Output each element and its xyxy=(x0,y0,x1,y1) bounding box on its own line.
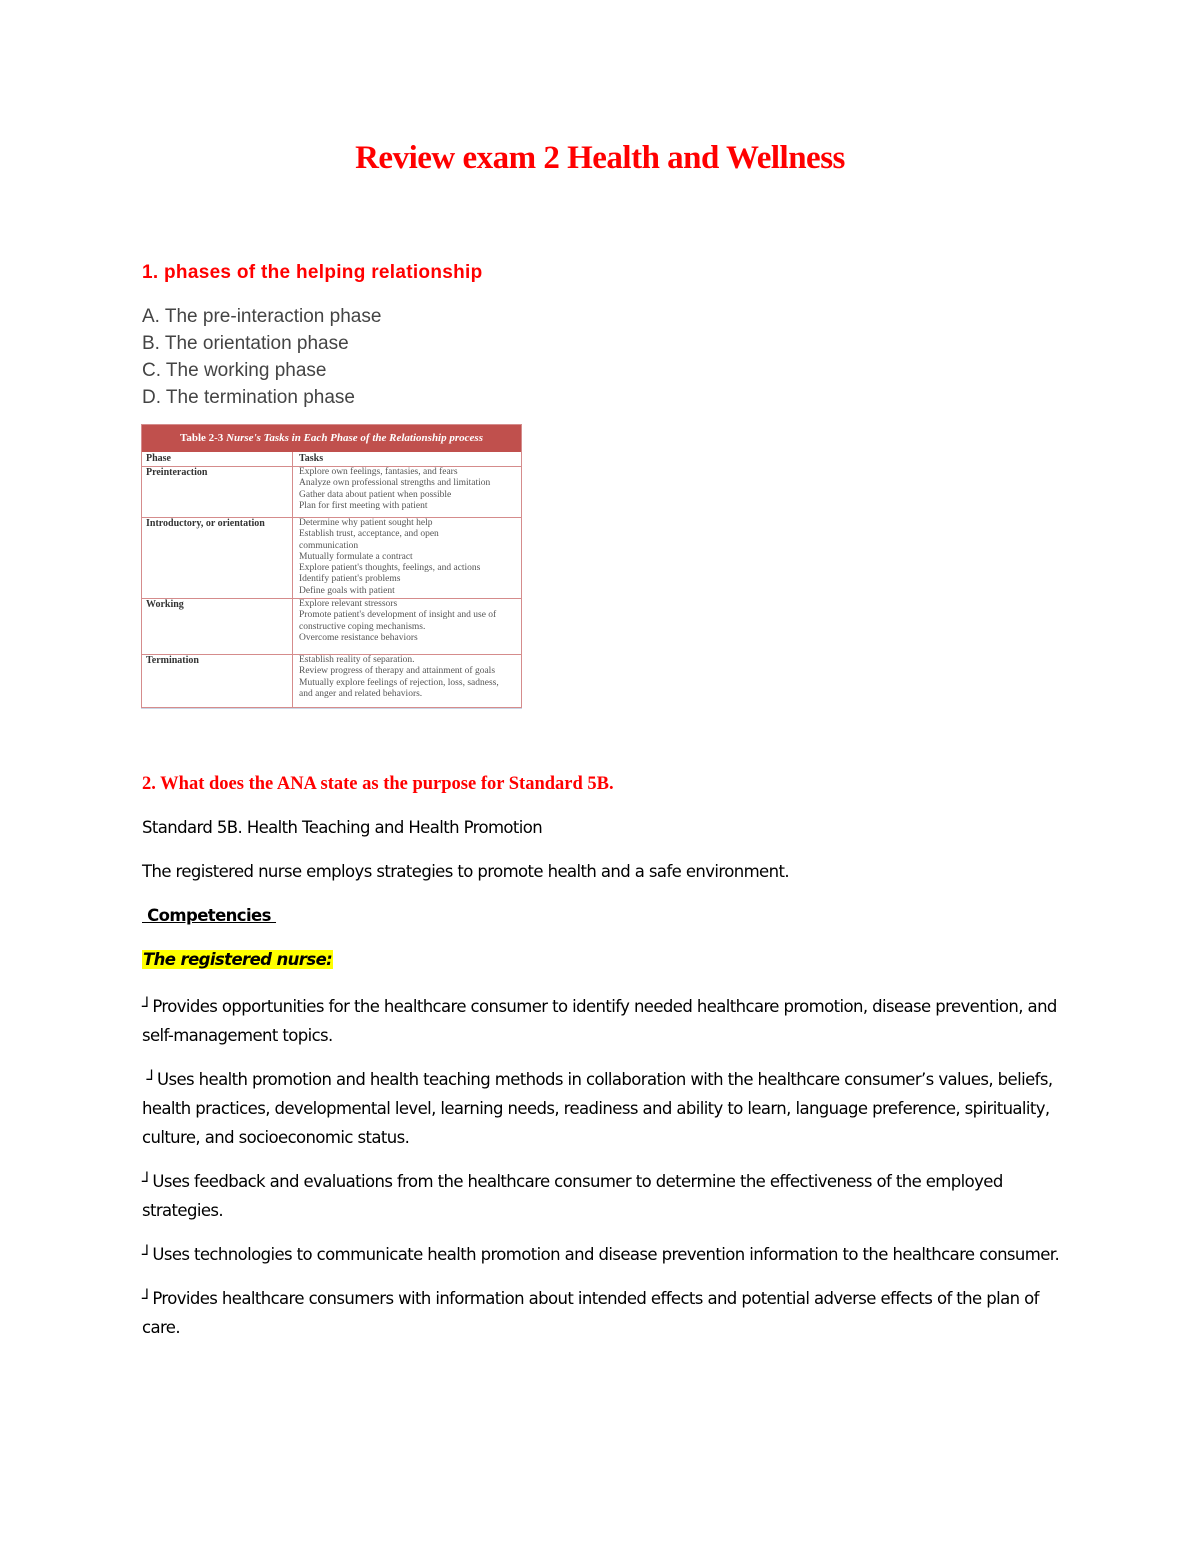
table-row xyxy=(142,467,521,518)
task-item: Identify patient's problems xyxy=(299,574,401,585)
table-cell-phase: Working xyxy=(146,599,184,610)
task-item: Mutually formulate a contract xyxy=(299,551,413,562)
table-caption-title: Nurse's Tasks in Each Phase of the Relationship process xyxy=(226,432,483,444)
table-row xyxy=(142,655,521,707)
phase-item: D. The termination phase xyxy=(142,387,355,408)
document-title: Review exam 2 Health and Wellness xyxy=(355,140,845,176)
table-cell-tasks xyxy=(292,655,521,707)
task-item: communication xyxy=(299,540,359,551)
competency-item xyxy=(142,1167,1062,1225)
task-item: Explore patient's thoughts, feelings, and actions xyxy=(299,563,481,574)
competency-list xyxy=(142,992,1062,1357)
table-row xyxy=(142,518,521,599)
task-item: Analyze own professional strengths and limitation xyxy=(299,478,491,489)
table-cell-tasks xyxy=(292,518,521,598)
competency-text: Uses health promotion and health teaching methods in collaboration with the healthcare consumer’s values, beliefs, health practices, developmental level, learning needs, readiness and ability to learn, language preference, spirituality, culture, and socioeconomic status. xyxy=(142,1070,1053,1147)
task-item: Gather data about patient when possible xyxy=(299,489,452,500)
competency-text: Provides healthcare consumers with information about intended effects and potential adverse effects of the plan of care. xyxy=(142,1289,1039,1337)
task-item: Plan for first meeting with patient xyxy=(299,500,428,511)
task-item: Overcome resistance behaviors xyxy=(299,632,418,643)
standard-description: The registered nurse employs strategies to promote health and a safe environment. xyxy=(142,862,789,881)
competency-text: Uses technologies to communicate health promotion and disease prevention information to the healthcare consumer. xyxy=(152,1245,1060,1264)
phase-item: A. The pre-interaction phase xyxy=(142,306,382,327)
bullet-icon: ┘ xyxy=(142,1289,152,1308)
phase-item: B. The orientation phase xyxy=(142,333,349,354)
table-header-tasks: Tasks xyxy=(292,452,521,466)
bullet-icon: ┘ xyxy=(146,1070,156,1089)
competencies-heading: Competencies xyxy=(142,906,277,925)
competency-text: Provides opportunities for the healthcare consumer to identify needed healthcare promotion, disease prevention, and self-management topics. xyxy=(142,997,1057,1045)
table-cell-phase: Preinteraction xyxy=(146,467,208,478)
table-cell-tasks xyxy=(292,599,521,654)
task-item: Mutually explore feelings of rejection, loss, sadness, xyxy=(299,677,499,688)
task-item: Explore own feelings, fantasies, and fears xyxy=(299,467,458,477)
registered-nurse-label: The registered nurse: xyxy=(143,950,333,969)
task-item: constructive coping mechanisms. xyxy=(299,621,426,632)
nurse-tasks-table xyxy=(141,424,522,708)
task-item: Define goals with patient xyxy=(299,585,395,596)
phase-item: C. The working phase xyxy=(142,360,327,381)
task-item: Establish trust, acceptance, and open xyxy=(299,529,439,540)
table-cell-phase: Introductory, or orientation xyxy=(146,518,265,529)
question-2-heading: 2. What does the ANA state as the purpose for Standard 5B. xyxy=(142,774,614,794)
phase-list xyxy=(142,305,381,413)
competency-item xyxy=(142,992,1062,1050)
table-caption xyxy=(142,425,521,452)
competency-item xyxy=(142,1240,1062,1269)
bullet-icon: ┘ xyxy=(142,1172,152,1191)
task-item: Determine why patient sought help xyxy=(299,518,433,528)
table-header-row xyxy=(142,452,521,467)
task-item: and anger and related behaviors. xyxy=(299,688,423,699)
task-item: Review progress of therapy and attainment of goals xyxy=(299,666,496,677)
task-item: Promote patient's development of insight and use of xyxy=(299,610,497,621)
task-item: Explore relevant stressors xyxy=(299,599,398,609)
standard-title: Standard 5B. Health Teaching and Health Promotion xyxy=(142,818,543,837)
competency-item xyxy=(142,1065,1062,1152)
task-item: Establish reality of separation. xyxy=(299,655,415,665)
table-row xyxy=(142,599,521,655)
bullet-icon: ┘ xyxy=(142,997,152,1016)
table-header-phase: Phase xyxy=(146,453,171,464)
table-cell-phase: Termination xyxy=(146,655,199,666)
competency-item xyxy=(142,1284,1062,1342)
competency-text: Uses feedback and evaluations from the healthcare consumer to determine the effectiveness of the employed strategies. xyxy=(142,1172,1003,1220)
bullet-icon: ┘ xyxy=(142,1245,152,1264)
table-bottom-rule xyxy=(141,708,522,709)
table-cell-tasks xyxy=(292,467,521,517)
question-1-heading: 1. phases of the helping relationship xyxy=(142,262,483,283)
table-caption-number: Table 2-3 xyxy=(180,432,224,444)
